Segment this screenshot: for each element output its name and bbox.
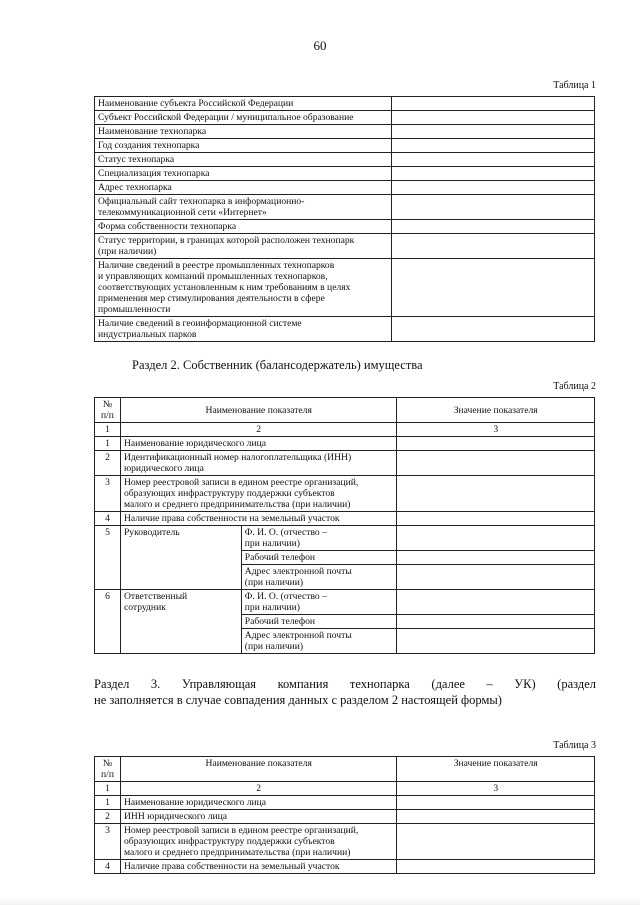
title-word: 3. xyxy=(150,677,161,691)
indicator-label: Специализация технопарка xyxy=(95,167,392,181)
table3-caption: Таблица 3 xyxy=(553,740,596,751)
colnum: 1 xyxy=(95,782,121,796)
indicator-label: Официальный сайт технопарка в информационно- телекоммуникационной сети «Интернет» xyxy=(95,195,392,220)
value-cell[interactable] xyxy=(397,590,595,615)
colnum: 2 xyxy=(120,423,397,437)
table-row xyxy=(95,195,595,220)
indicator-label: Наименование субъекта Российской Федерации xyxy=(95,97,392,111)
sub-indicator-label: Рабочий телефон xyxy=(241,615,397,629)
colnum: 3 xyxy=(397,782,595,796)
section2-title: Раздел 2. Собственник (балансодержатель) имущества xyxy=(132,358,423,372)
indicator-label: Ответственный сотрудник xyxy=(120,590,241,654)
sub-indicator-label: Адрес электронной почты (при наличии) xyxy=(241,565,397,590)
value-cell[interactable] xyxy=(397,512,595,526)
value-cell[interactable] xyxy=(391,195,595,220)
value-cell[interactable] xyxy=(391,153,595,167)
indicator-label: Наименование юридического лица xyxy=(120,796,396,810)
value-cell[interactable] xyxy=(397,810,595,824)
table3 xyxy=(94,756,595,874)
indicator-label: Руководитель xyxy=(120,526,241,590)
column-number-row xyxy=(95,782,595,796)
table2-caption: Таблица 2 xyxy=(553,381,596,392)
row-num: 3 xyxy=(95,476,121,512)
indicator-label: Статус технопарка xyxy=(95,153,392,167)
indicator-label: Субъект Российской Федерации / муниципальное образование xyxy=(95,111,392,125)
sub-indicator-label: Рабочий телефон xyxy=(241,551,397,565)
indicator-label: Наименование юридического лица xyxy=(120,437,397,451)
value-cell[interactable] xyxy=(391,220,595,234)
indicator-label: Наличие сведений в реестре промышленных технопарков и управляющих компаний промышленных технопарков, соответствующих установленным к ним требованиям в целях применения мер стимулирования деятельности в сфере промышленности xyxy=(95,259,392,317)
title-word: технопарка xyxy=(349,677,410,691)
table2 xyxy=(94,397,595,654)
table-row xyxy=(95,451,595,476)
title-word: Управляющая xyxy=(181,677,257,691)
page-number: 60 xyxy=(313,38,327,53)
header-num: № п/п xyxy=(95,757,121,782)
column-number-row xyxy=(95,423,595,437)
title-word: – xyxy=(486,677,493,691)
row-num: 4 xyxy=(95,512,121,526)
row-num: 5 xyxy=(95,526,121,590)
table-row xyxy=(95,259,595,317)
table-row xyxy=(95,476,595,512)
table-row xyxy=(95,125,595,139)
table-row xyxy=(95,97,595,111)
value-cell[interactable] xyxy=(391,317,595,342)
table-row xyxy=(95,824,595,860)
title-word: Раздел xyxy=(94,677,130,691)
indicator-label: Наличие права собственности на земельный участок xyxy=(120,512,397,526)
table-row xyxy=(95,810,595,824)
table-row xyxy=(95,796,595,810)
section3-title-line2: не заполняется в случае совпадения данных с разделом 2 настоящей формы) xyxy=(94,693,502,707)
value-cell[interactable] xyxy=(397,860,595,874)
row-num: 1 xyxy=(95,796,121,810)
title-word: (раздел xyxy=(557,677,596,691)
indicator-label: Наименование технопарка xyxy=(95,125,392,139)
table-row xyxy=(95,860,595,874)
table-header-row xyxy=(95,398,595,423)
row-num: 6 xyxy=(95,590,121,654)
row-num: 2 xyxy=(95,451,121,476)
title-word: (далее xyxy=(431,677,465,691)
table1 xyxy=(94,96,595,342)
value-cell[interactable] xyxy=(391,111,595,125)
value-cell[interactable] xyxy=(397,476,595,512)
value-cell[interactable] xyxy=(391,139,595,153)
table-row xyxy=(95,437,595,451)
indicator-label: Адрес технопарка xyxy=(95,181,392,195)
sub-indicator-label: Ф. И. О. (отчество – при наличии) xyxy=(241,526,397,551)
value-cell[interactable] xyxy=(397,526,595,551)
header-value: Значение показателя xyxy=(397,757,595,782)
table-row xyxy=(95,234,595,259)
table-row xyxy=(95,220,595,234)
value-cell[interactable] xyxy=(397,565,595,590)
colnum: 2 xyxy=(120,782,396,796)
value-cell[interactable] xyxy=(397,629,595,654)
row-num: 4 xyxy=(95,860,121,874)
table1-caption: Таблица 1 xyxy=(553,80,596,91)
indicator-label: ИНН юридического лица xyxy=(120,810,396,824)
indicator-label: Форма собственности технопарка xyxy=(95,220,392,234)
value-cell[interactable] xyxy=(397,615,595,629)
table-row xyxy=(95,139,595,153)
colnum: 3 xyxy=(397,423,595,437)
indicator-label: Наличие права собственности на земельный участок xyxy=(120,860,396,874)
table-row xyxy=(95,512,595,526)
value-cell[interactable] xyxy=(397,796,595,810)
table-row xyxy=(95,526,595,551)
row-num: 2 xyxy=(95,810,121,824)
indicator-label: Статус территории, в границах которой расположен технопарк (при наличии) xyxy=(95,234,392,259)
header-name: Наименование показателя xyxy=(120,398,397,423)
value-cell[interactable] xyxy=(391,167,595,181)
sub-indicator-label: Ф. И. О. (отчество – при наличии) xyxy=(241,590,397,615)
table-row xyxy=(95,111,595,125)
value-cell[interactable] xyxy=(397,824,595,860)
value-cell[interactable] xyxy=(391,234,595,259)
table-header-row xyxy=(95,757,595,782)
indicator-label: Номер реестровой записи в едином реестре организаций, образующих инфраструктуру поддержки субъектов малого и среднего предпринимательства (при наличии) xyxy=(120,824,396,860)
value-cell[interactable] xyxy=(397,551,595,565)
title-word: компания xyxy=(277,677,329,691)
table-row xyxy=(95,153,595,167)
value-cell[interactable] xyxy=(397,437,595,451)
title-word: УК) xyxy=(514,677,536,691)
table-row xyxy=(95,590,595,615)
row-num: 3 xyxy=(95,824,121,860)
value-cell[interactable] xyxy=(391,259,595,317)
indicator-label: Год создания технопарка xyxy=(95,139,392,153)
scan-edge xyxy=(0,896,640,905)
sub-indicator-label: Адрес электронной почты (при наличии) xyxy=(241,629,397,654)
colnum: 1 xyxy=(95,423,121,437)
value-cell[interactable] xyxy=(397,451,595,476)
table-row xyxy=(95,181,595,195)
value-cell[interactable] xyxy=(391,181,595,195)
indicator-label: Номер реестровой записи в едином реестре организаций, образующих инфраструктуру поддержки субъектов малого и среднего предпринимательства (при наличии) xyxy=(120,476,397,512)
header-value: Значение показателя xyxy=(397,398,595,423)
value-cell[interactable] xyxy=(391,125,595,139)
table-row xyxy=(95,317,595,342)
indicator-label: Идентификационный номер налогоплательщика (ИНН) юридического лица xyxy=(120,451,397,476)
header-name: Наименование показателя xyxy=(120,757,396,782)
section3-title xyxy=(94,676,596,708)
row-num: 1 xyxy=(95,437,121,451)
header-num: № п/п xyxy=(95,398,121,423)
table-row xyxy=(95,167,595,181)
indicator-label: Наличие сведений в геоинформационной системе индустриальных парков xyxy=(95,317,392,342)
value-cell[interactable] xyxy=(391,97,595,111)
